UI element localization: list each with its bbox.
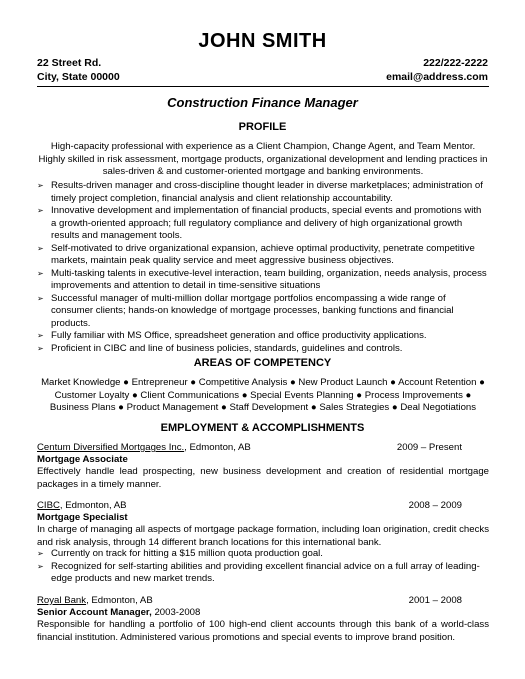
email: email@address.com <box>386 71 488 83</box>
employment-heading: EMPLOYMENT & ACCOMPLISHMENTS <box>160 422 365 434</box>
job-dates: 2001 – 2008 <box>408 595 462 606</box>
arrow-bullet-icon: ➢ <box>37 331 44 340</box>
list-item: ➢ Innovative development and implementation of financial products, special events and promotions with a growth-oriented approach; full regulatory compliance and delivery of high organizational growth results and management tools. <box>37 205 482 241</box>
job-description: Effectively handle lead prospecting, new business development and creation of residential mortgage packages in a timely manner. <box>37 466 489 490</box>
list-item: ➢ Proficient in CIBC and line of business policies, standards, guidelines and controls. <box>37 342 403 354</box>
profile-bullets <box>37 180 489 355</box>
job-dates: 2009 – Present <box>396 442 462 453</box>
profile-summary: High-capacity professional with experience as a Client Champion, Change Agent, and Team Mentor. Highly skilled in risk assessment, mortgage products, organizational development and lending practices in sales-driven & and customer-oriented mortgage and banking environments. <box>38 141 488 177</box>
job-role: Mortgage Specialist <box>37 512 128 523</box>
company-name: Centum Diversified Mortgages Inc. <box>37 442 185 453</box>
contact-block <box>386 56 488 84</box>
list-item: ➢ Fully familiar with MS Office, spreadsheet generation and office productivity applications. <box>37 330 427 341</box>
profile-heading: PROFILE <box>238 121 287 133</box>
list-item: ➢ Multi-tasking talents in executive-level interaction, team building, organization, needs analysis, process improvements and attention to detail in time-sensitive situations <box>37 267 487 291</box>
candidate-name: JOHN SMITH <box>198 30 327 52</box>
list-item: ➢ Self-motivated to drive organizational expansion, achieve optimal productivity, penetrate competitive markets, maintain peak quality service and meet aggressive business objectives. <box>37 242 475 266</box>
company-name: Royal Bank <box>37 595 87 606</box>
job-bullets <box>37 548 489 586</box>
arrow-bullet-icon: ➢ <box>37 243 44 253</box>
address-block <box>37 56 120 84</box>
competency-heading: AREAS OF COMPETENCY <box>193 357 332 369</box>
company-name: CIBC <box>37 500 60 511</box>
list-item: ➢ Results-driven manager and cross-discipline thought leader in diverse marketplaces; administration of timely project completion, financial analysis and client relationship accountability. <box>37 180 483 204</box>
job-description: In charge of managing all aspects of mortgage package formation, including loan origination, credit checks and risk analysis, through 14 different branch locations for this international bank. <box>37 524 489 548</box>
address-line-2: City, State 00000 <box>37 71 120 83</box>
phone: 222/222-2222 <box>423 57 488 69</box>
arrow-bullet-icon: ➢ <box>37 268 44 278</box>
list-item: ➢ Currently on track for hitting a $15 million quota production goal. <box>37 548 323 559</box>
job-location: , Edmonton, AB <box>86 595 153 606</box>
competency-list: Market Knowledge ● Entrepreneur ● Competitive Analysis ● New Product Launch ● Account Retention ● Customer Loyalty ● Client Communications ● Special Events Planning ● Process Improvements ● Business Plans ● Product Management ● Staff Development ● Sales Strategies ● Deal Negotiations <box>41 377 485 413</box>
job-location: , Edmonton, AB <box>184 442 251 453</box>
job-location: , Edmonton, AB <box>59 500 127 511</box>
arrow-bullet-icon: ➢ <box>37 561 44 571</box>
arrow-bullet-icon: ➢ <box>37 293 44 303</box>
address-line-1: 22 Street Rd. <box>37 57 102 69</box>
arrow-bullet-icon: ➢ <box>37 343 44 353</box>
arrow-bullet-icon: ➢ <box>37 549 44 558</box>
list-item: ➢ Recognized for self-starting abilities and providing excellent financial advice on a full array of leading-edge products and new market trends. <box>37 560 480 584</box>
arrow-bullet-icon: ➢ <box>37 206 44 215</box>
job-role: Mortgage Associate <box>37 454 128 465</box>
objective-title: Construction Finance Manager <box>167 95 358 110</box>
list-item: ➢ Successful manager of multi-million dollar mortgage portfolios encompassing a wide range of consumer clients; hands-on knowledge of mortgage processes, banking functions and financial products. <box>37 292 454 329</box>
role-years: 2003-2008 <box>151 607 201 618</box>
header-divider <box>37 86 489 87</box>
job-description: Responsible for handling a portfolio of 100 high-end client accounts through this bank of a world-class financial institution. Administered various promotions and special events to improve brand position. <box>37 619 489 643</box>
job-role: Senior Account Manager, 2003-2008 <box>37 607 201 618</box>
job-dates: 2008 – 2009 <box>408 500 462 511</box>
arrow-bullet-icon: ➢ <box>37 181 44 190</box>
